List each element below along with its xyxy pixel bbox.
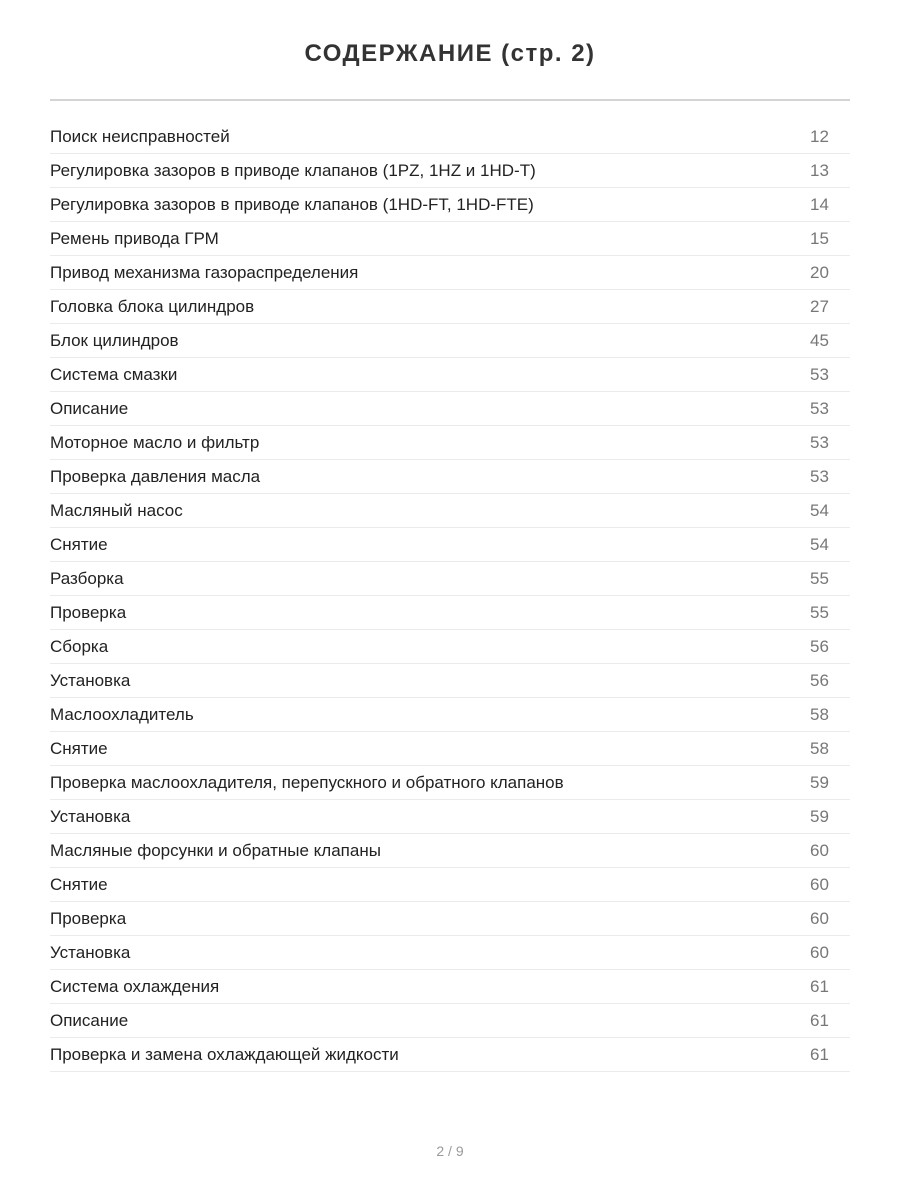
toc-entry-page-number: 55 [810,568,829,588]
toc-entry-title[interactable]: Система охлаждения [50,976,220,996]
toc-entry-title[interactable]: Система смазки [50,364,178,384]
toc-entry[interactable] [50,698,850,732]
toc-entry[interactable] [50,324,850,358]
toc-entry-title[interactable]: Масляные форсунки и обратные клапаны [50,840,381,860]
toc-entry[interactable] [50,800,850,834]
toc-entry-title[interactable]: Регулировка зазоров в приводе клапанов (1PZ, 1HZ и 1HD-T) [50,160,536,180]
toc-entry-page-number: 58 [810,704,829,724]
toc-entry[interactable] [50,596,850,630]
toc-entry-title[interactable]: Проверка маслоохладителя, перепускного и обратного клапанов [50,772,564,792]
toc-entry[interactable] [50,1004,850,1038]
toc-entry-page-number: 56 [810,636,829,656]
toc-entry[interactable] [50,664,850,698]
toc-entry[interactable] [50,1038,850,1072]
toc-entry[interactable] [50,460,850,494]
toc-entry[interactable] [50,154,850,188]
toc-entry-page-number: 61 [810,1044,829,1064]
toc-entry[interactable] [50,834,850,868]
toc-entry-title[interactable]: Установка [50,670,131,690]
toc-entry-title[interactable]: Поиск неисправностей [50,126,230,146]
toc-entry-title[interactable]: Проверка давления масла [50,466,261,486]
toc-entry-page-number: 13 [810,160,829,180]
toc-entry-title[interactable]: Разборка [50,568,124,588]
toc-entry-title[interactable]: Привод механизма газораспределения [50,262,359,282]
toc-entry-page-number: 53 [810,364,829,384]
page-title: СОДЕРЖАНИЕ (стр. 2) [304,40,596,67]
toc-entry-title[interactable]: Снятие [50,738,108,758]
page-indicator: 2 / 9 [436,1143,464,1159]
toc-entry-page-number: 12 [810,126,829,146]
toc-entry-title[interactable]: Описание [50,398,129,418]
toc-entry[interactable] [50,528,850,562]
toc-entry-page-number: 61 [810,1010,829,1030]
toc-entry-page-number: 61 [810,976,829,996]
toc-entry-title[interactable]: Маслоохладитель [50,704,194,724]
toc-entry-page-number: 60 [810,908,829,928]
toc-entry[interactable] [50,732,850,766]
toc-entry[interactable] [50,562,850,596]
toc-entry[interactable] [50,358,850,392]
toc-entry-title[interactable]: Блок цилиндров [50,330,179,350]
toc-entry-title[interactable]: Проверка [50,908,127,928]
toc-entry-title[interactable]: Масляный насос [50,500,183,520]
table-of-contents [50,120,850,1072]
toc-entry[interactable] [50,256,850,290]
toc-entry-page-number: 59 [810,806,829,826]
toc-entry-page-number: 59 [810,772,829,792]
toc-entry-title[interactable]: Установка [50,806,131,826]
toc-entry-page-number: 54 [810,500,829,520]
toc-entry-page-number: 60 [810,874,829,894]
toc-entry[interactable] [50,936,850,970]
toc-entry-page-number: 60 [810,942,829,962]
toc-entry-title[interactable]: Снятие [50,874,108,894]
toc-entry[interactable] [50,392,850,426]
toc-entry-page-number: 53 [810,432,829,452]
toc-entry[interactable] [50,494,850,528]
toc-entry-page-number: 14 [810,194,829,214]
toc-entry-page-number: 60 [810,840,829,860]
toc-entry-title[interactable]: Установка [50,942,131,962]
toc-entry-page-number: 56 [810,670,829,690]
title-divider [50,99,850,101]
toc-entry[interactable] [50,766,850,800]
toc-entry-page-number: 55 [810,602,829,622]
toc-entry[interactable] [50,188,850,222]
toc-entry[interactable] [50,222,850,256]
toc-entry[interactable] [50,970,850,1004]
toc-entry-title[interactable]: Ремень привода ГРМ [50,228,219,248]
toc-entry-title[interactable]: Проверка и замена охлаждающей жидкости [50,1044,399,1064]
toc-entry[interactable] [50,630,850,664]
toc-entry-title[interactable]: Проверка [50,602,127,622]
toc-entry-page-number: 45 [810,330,829,350]
toc-entry-page-number: 58 [810,738,829,758]
toc-entry[interactable] [50,902,850,936]
toc-entry-title[interactable]: Регулировка зазоров в приводе клапанов (1HD-FT, 1HD-FTE) [50,194,534,214]
toc-entry-page-number: 15 [810,228,829,248]
toc-entry[interactable] [50,120,850,154]
toc-entry-title[interactable]: Головка блока цилиндров [50,296,255,316]
toc-entry[interactable] [50,290,850,324]
toc-entry-page-number: 54 [810,534,829,554]
toc-entry-page-number: 53 [810,398,829,418]
toc-entry-title[interactable]: Моторное масло и фильтр [50,432,260,452]
toc-entry-title[interactable]: Снятие [50,534,108,554]
toc-entry-page-number: 20 [810,262,829,282]
toc-entry[interactable] [50,868,850,902]
toc-entry-page-number: 53 [810,466,829,486]
toc-entry-title[interactable]: Описание [50,1010,129,1030]
toc-entry-title[interactable]: Сборка [50,636,109,656]
toc-entry[interactable] [50,426,850,460]
toc-entry-page-number: 27 [810,296,829,316]
